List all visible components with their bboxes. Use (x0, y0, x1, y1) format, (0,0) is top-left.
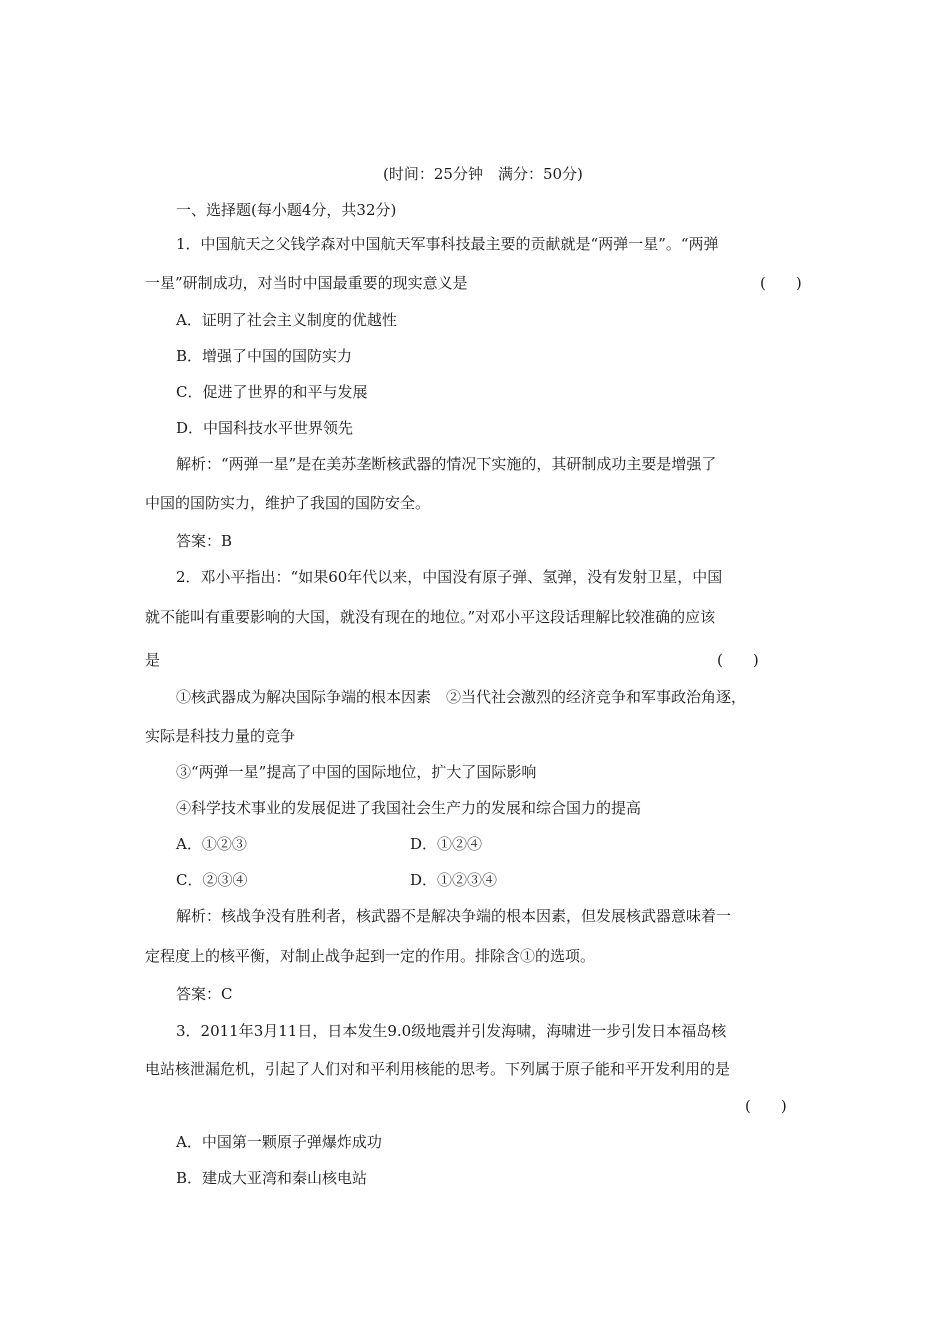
question-stem: 是 (145, 651, 161, 669)
option-b: B．建成大亚湾和秦山核电站 (176, 1169, 368, 1187)
time-info: (时间：25分钟 满分：50分) (383, 165, 583, 183)
question-stem: 一星”研制成功，对当时中国最重要的现实意义是 (145, 274, 468, 292)
question-stem: 2．邓小平指出：“如果60年代以来，中国没有原子弹、氢弹，没有发射卫星，中国 (176, 568, 723, 586)
statement-item: 实际是科技力量的竞争 (145, 727, 296, 745)
answer: 答案：B (176, 532, 233, 550)
analysis: 中国的国防实力，维护了我国的国防安全。 (145, 494, 431, 512)
statement-item: ③“两弹一星”提高了中国的国际地位，扩大了国际影响 (176, 763, 537, 781)
option-a: A．证明了社会主义制度的优越性 (176, 311, 397, 329)
analysis: 解析：“两弹一星”是在美苏垄断核武器的情况下实施的，其研制成功主要是增强了 (176, 455, 717, 473)
answer-blank: ( ) (745, 1097, 787, 1115)
answer-blank: ( ) (760, 274, 802, 292)
option-d: D．中国科技水平世界领先 (176, 419, 354, 437)
analysis: 解析：核战争没有胜利者，核武器不是解决争端的根本因素，但发展核武器意味着一 (176, 907, 732, 925)
question-stem: 就不能叫有重要影响的大国，就没有现在的地位。”对邓小平这段话理解比较准确的应该 (145, 608, 716, 626)
question-stem: 3．2011年3月11日，日本发生9.0级地震并引发海啸，海啸进一步引发日本福岛核 (176, 1022, 727, 1040)
answer: 答案：C (176, 985, 233, 1003)
option-a: A．中国第一颗原子弹爆炸成功 (176, 1133, 382, 1151)
analysis: 定程度上的核平衡，对制止战争起到一定的作用。排除含①的选项。 (145, 947, 596, 965)
question-stem: 电站核泄漏危机，引起了人们对和平利用核能的思考。下列属于原子能和平开发利用的是 (145, 1060, 731, 1078)
option-c: C．促进了世界的和平与发展 (176, 383, 368, 401)
option-d: D．①②④ (410, 835, 483, 853)
answer-blank: ( ) (717, 651, 759, 669)
option-a: A．①②③ (176, 835, 247, 853)
option-b: B．增强了中国的国防实力 (176, 347, 353, 365)
question-stem: 1．中国航天之父钱学森对中国航天军事科技最主要的贡献就是“两弹一星”。“两弹 (176, 235, 719, 253)
option-d: D．①②③④ (410, 871, 498, 889)
option-c: C．②③④ (176, 871, 248, 889)
statement-item: ④科学技术事业的发展促进了我国社会生产力的发展和综合国力的提高 (176, 799, 642, 817)
statement-item: ①核武器成为解决国际争端的根本因素 ②当代社会激烈的经济竞争和军事政治角逐， (176, 688, 747, 706)
section-title: 一、选择题(每小题4分，共32分) (176, 201, 397, 219)
